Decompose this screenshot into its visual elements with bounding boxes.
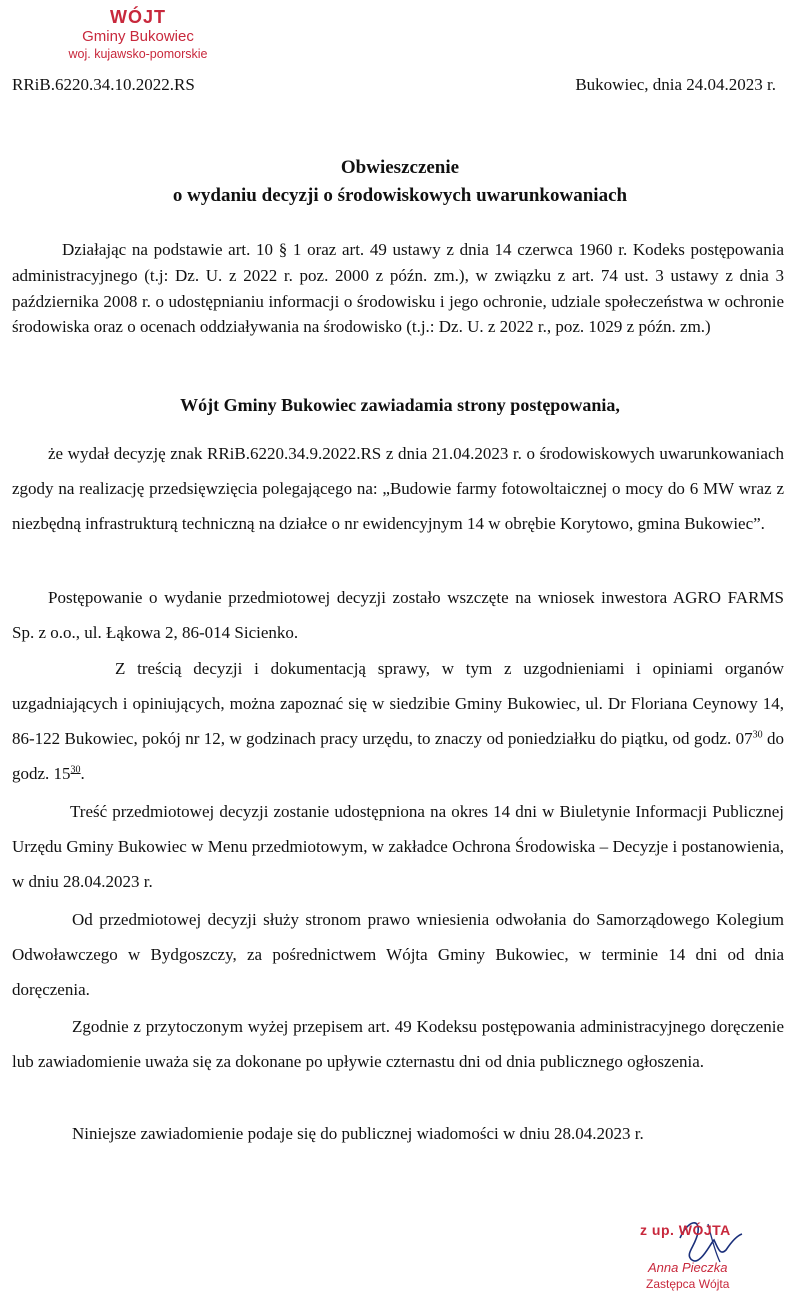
document-date: Bukowiec, dnia 24.04.2023 r. — [575, 75, 776, 94]
access-paragraph — [12, 651, 784, 791]
publication-paragraph: Niniejsze zawiadomienie podaje się do publicznej wiadomości w dniu 28.04.2023 r. — [72, 1124, 644, 1143]
signatory-name: Anna Pieczka — [648, 1260, 728, 1275]
access-time-start-minutes: 30 — [752, 729, 763, 741]
office-stamp — [38, 6, 238, 62]
stamp-line-2: Gminy Bukowiec — [82, 28, 194, 45]
access-text-end: . — [80, 764, 85, 783]
access-time-end-minutes: 30 — [70, 764, 81, 776]
access-text-mid: do godz. 15 — [12, 729, 784, 783]
bip-paragraph: Treść przedmiotowej decyzji zostanie udostępniona na okres 14 dni w Biuletynie Informacji Publicznej Urzędu Gminy Bukowiec w Menu przedmiotowym, w zakładce Ochrona Środowiska – Decyzje i postanowienia, w dniu 28.04.2023 r. — [12, 802, 784, 891]
signature-prefix: z up. WÓJTA — [640, 1222, 731, 1238]
legal-basis-paragraph: Działając na podstawie art. 10 § 1 oraz art. 49 ustawy z dnia 14 czerwca 1960 r. Kodeks postępowania administracyjnego (t.j: Dz. U. z 2022 r. poz. 2000 z późn. zm.), w związku z art. 74 ust. 3 ustawy z dnia 3 października 2008 r. o udostępnianiu informacji o środowisku i jego ochronie, udziale społeczeństwa w ochronie środowiska oraz o ocenach oddziaływania na środowisko (t.j.: Dz. U. z 2022 r., poz. 1029 z późn. zm.) — [12, 240, 784, 337]
delivery-paragraph: Zgodnie z przytoczonym wyżej przepisem art. 49 Kodeksu postępowania administracyjnego doręczenie lub zawiadomienie uważa się za dokonane po upływie czternastu dni od dnia publicznego ogłoszenia. — [12, 1017, 784, 1071]
investor-paragraph: Postępowanie o wydanie przedmiotowej decyzji zostało wszczęte na wniosek inwestora AGRO FARMS Sp. z o.o., ul. Łąkowa 2, 86-014 Sicienko. — [12, 588, 784, 642]
access-text: Z treścią decyzji i dokumentacją sprawy, w tym z uzgodnieniami i opiniami organów uzgadniających i opiniujących, można zapoznać się w siedzibie Gminy Bukowiec, ul. Dr Floriana Ceynowy 14, 86-122 Bukowiec, pokój nr 12, w godzinach pracy urzędu, to znaczy od poniedziałku do piątku, od godz. 07 — [12, 659, 784, 748]
document-title: Obwieszczenie — [340, 157, 460, 178]
stamp-line-3: woj. kujawsko-pomorskie — [68, 47, 208, 61]
appeal-paragraph: Od przedmiotowej decyzji służy stronom prawo wniesienia odwołania do Samorządowego Kolegium Odwoławczego w Bydgoszczy, za pośrednictwem Wójta Gminy Bukowiec, w terminie 14 dni od dnia doręczenia. — [12, 910, 784, 999]
decision-paragraph: że wydał decyzję znak RRiB.6220.34.9.2022.RS z dnia 21.04.2023 r. o środowiskowych uwarunkowaniach zgody na realizację przedsięwzięcia polegającego na: „Budowie farmy fotowoltaicznej o mocy do 6 MW wraz z niezbędną infrastrukturą techniczną na działce o nr ewidencyjnym 14 w obrębie Korytowo, gmina Bukowiec”. — [12, 444, 784, 533]
stamp-line-1: WÓJT — [110, 7, 166, 27]
reference-number: RRiB.6220.34.10.2022.RS — [12, 75, 195, 94]
notice-heading: Wójt Gminy Bukowiec zawiadamia strony postępowania, — [180, 395, 620, 415]
signatory-role: Zastępca Wójta — [646, 1277, 730, 1291]
document-subtitle: o wydaniu decyzji o środowiskowych uwarunkowaniach — [172, 185, 628, 206]
